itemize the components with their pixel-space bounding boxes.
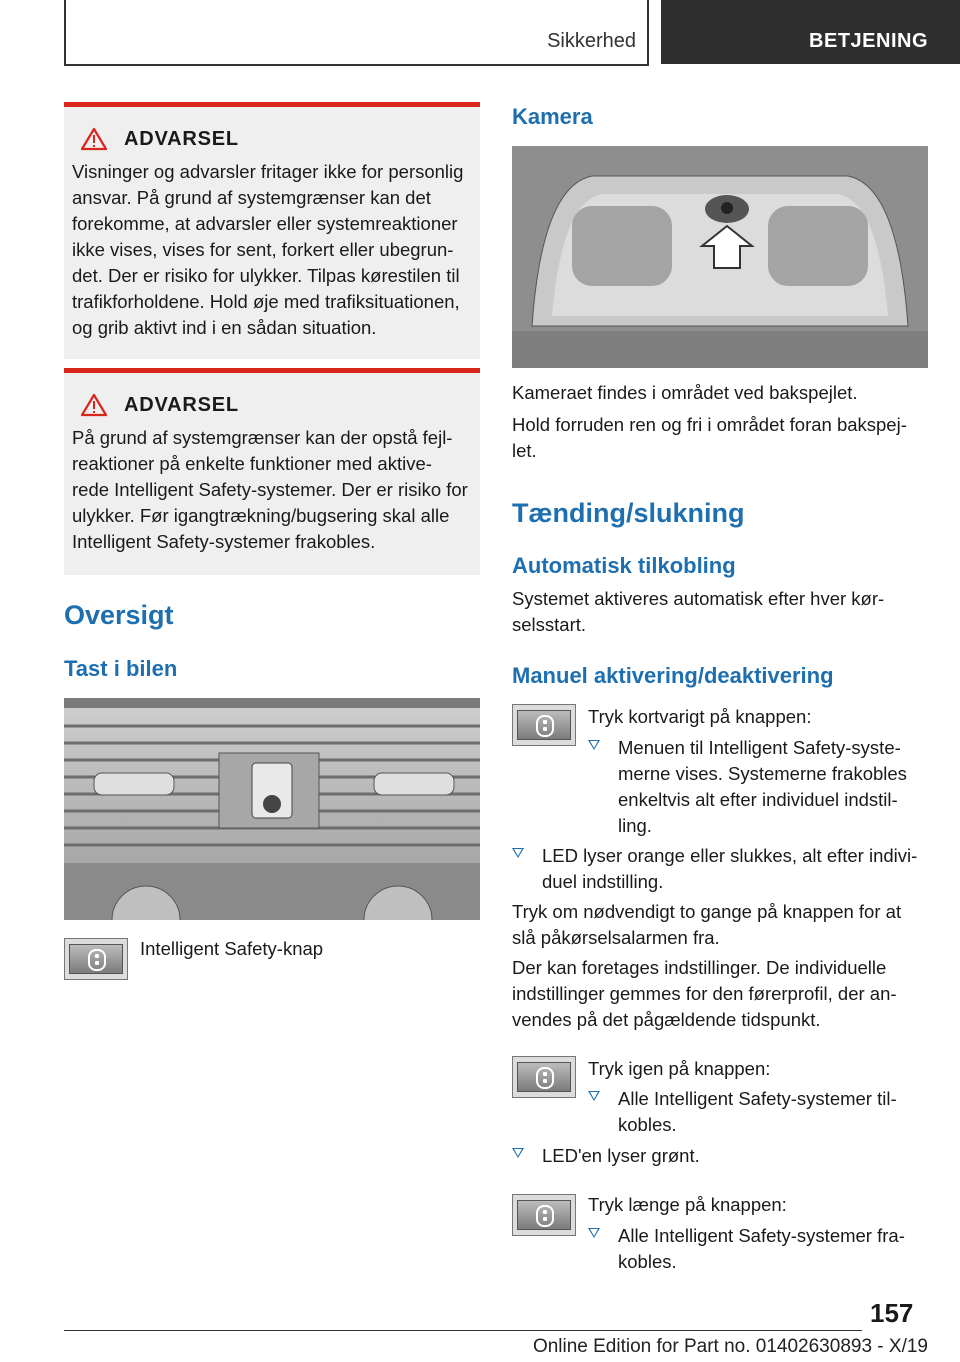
bullet-text: Alle Intelligent Safety-systemer til- kobles. (618, 1088, 897, 1135)
heading-automatisk: Automatisk tilkobling (512, 553, 736, 578)
header-frame-divider (647, 0, 649, 66)
warning-body: På grund af systemgrænser kan der opstå fejl- reaktioner på enkelte funktioner med aktive- rede Intelligent Safety-systemer. Der er risiko for ulykker. Før igangtrækning/bugsering skal alle Intelligent Safety-systemer frakobles. (72, 427, 468, 552)
bullet-triangle-icon (512, 1148, 524, 1158)
bullet-triangle-icon (512, 848, 524, 858)
warning-triangle-icon (80, 393, 108, 417)
heading-oversigt: Oversigt (64, 600, 174, 630)
bullet-text: LED lyser orange eller slukkes, alt efter indivi- duel indstilling. (542, 845, 918, 892)
heading-tast-i-bilen: Tast i bilen (64, 656, 178, 681)
footer-rule (64, 1330, 862, 1331)
warning-box-1 (64, 102, 480, 359)
warning-box-2 (64, 368, 480, 575)
step3-bullet (588, 1223, 928, 1275)
warning-triangle-icon (80, 127, 108, 151)
header-tab-label: BETJENING (809, 30, 928, 52)
safety-button-icon (512, 1194, 576, 1236)
safety-button-icon (512, 1056, 576, 1098)
heading-kamera: Kamera (512, 104, 593, 129)
rear-window-camera-photo (512, 146, 928, 368)
step2-bullet (588, 1086, 928, 1138)
bullet-text: Menuen til Intelligent Safety-syste- merne vises. Systemerne frakobles enkeltvis alt efter individuel indstil- ling. (618, 737, 907, 836)
footer-edition: Online Edition for Part no. 01402630893 - X/19 (532, 1336, 928, 1357)
bullet-triangle-icon (588, 1228, 600, 1238)
bullet-triangle-icon (588, 1091, 600, 1101)
step3-text: Tryk længe på knappen: (588, 1194, 787, 1215)
warning-body: Visninger og advarsler fritager ikke for personlig ansvar. På grund af systemgrænser kan det forekomme, at advarsler eller systemreaktioner ikke vises, vises for sent, forkert eller ubegrun- det. Der er risiko for ulykker. Tilpas kørestilen til trafikforholdene. Hold øje med trafiksituationen, og grib aktivt ind i en sådan situation. (72, 161, 464, 338)
dashboard-button-photo (64, 698, 480, 920)
step1-text: Tryk kortvarigt på knappen: (588, 706, 812, 727)
header-tab (661, 0, 960, 64)
settings-paragraph: Der kan foretages indstillinger. De individuelle indstillinger gemmes for den førerprofil, der an- vendes på det pågældende tidspunkt. (512, 957, 897, 1030)
safety-button-icon (64, 938, 128, 980)
header-frame-left (64, 0, 66, 66)
header-rule (64, 64, 649, 66)
bullet-text: Alle Intelligent Safety-systemer fra- kobles. (618, 1225, 905, 1272)
kamera-p2: Hold forruden ren og fri i området foran bakspej- let. (512, 414, 907, 461)
safety-button-icon (512, 704, 576, 746)
led-bullet (512, 843, 928, 895)
twice-paragraph: Tryk om nødvendigt to gange på knappen for at slå påkørselsalarmen fra. (512, 901, 902, 948)
warning-title: ADVARSEL (124, 393, 239, 416)
auto-paragraph: Systemet aktiveres automatisk efter hver kør- selsstart. (512, 588, 885, 635)
page-number: 157 (870, 1298, 914, 1328)
header-section: Sikkerhed (547, 30, 636, 52)
step2-text: Tryk igen på knappen: (588, 1058, 771, 1079)
button-caption: Intelligent Safety-knap (140, 938, 324, 959)
bullet-text: LED'en lyser grønt. (542, 1145, 700, 1166)
heading-taending: Tænding/slukning (512, 498, 745, 528)
heading-manuel: Manuel aktivering/deaktivering (512, 663, 834, 688)
step1-bullet (588, 735, 928, 839)
bullet-triangle-icon (588, 740, 600, 750)
warning-title: ADVARSEL (124, 127, 239, 150)
kamera-p1: Kameraet findes i området ved bakspejlet. (512, 382, 858, 403)
led-green-bullet (512, 1143, 928, 1169)
